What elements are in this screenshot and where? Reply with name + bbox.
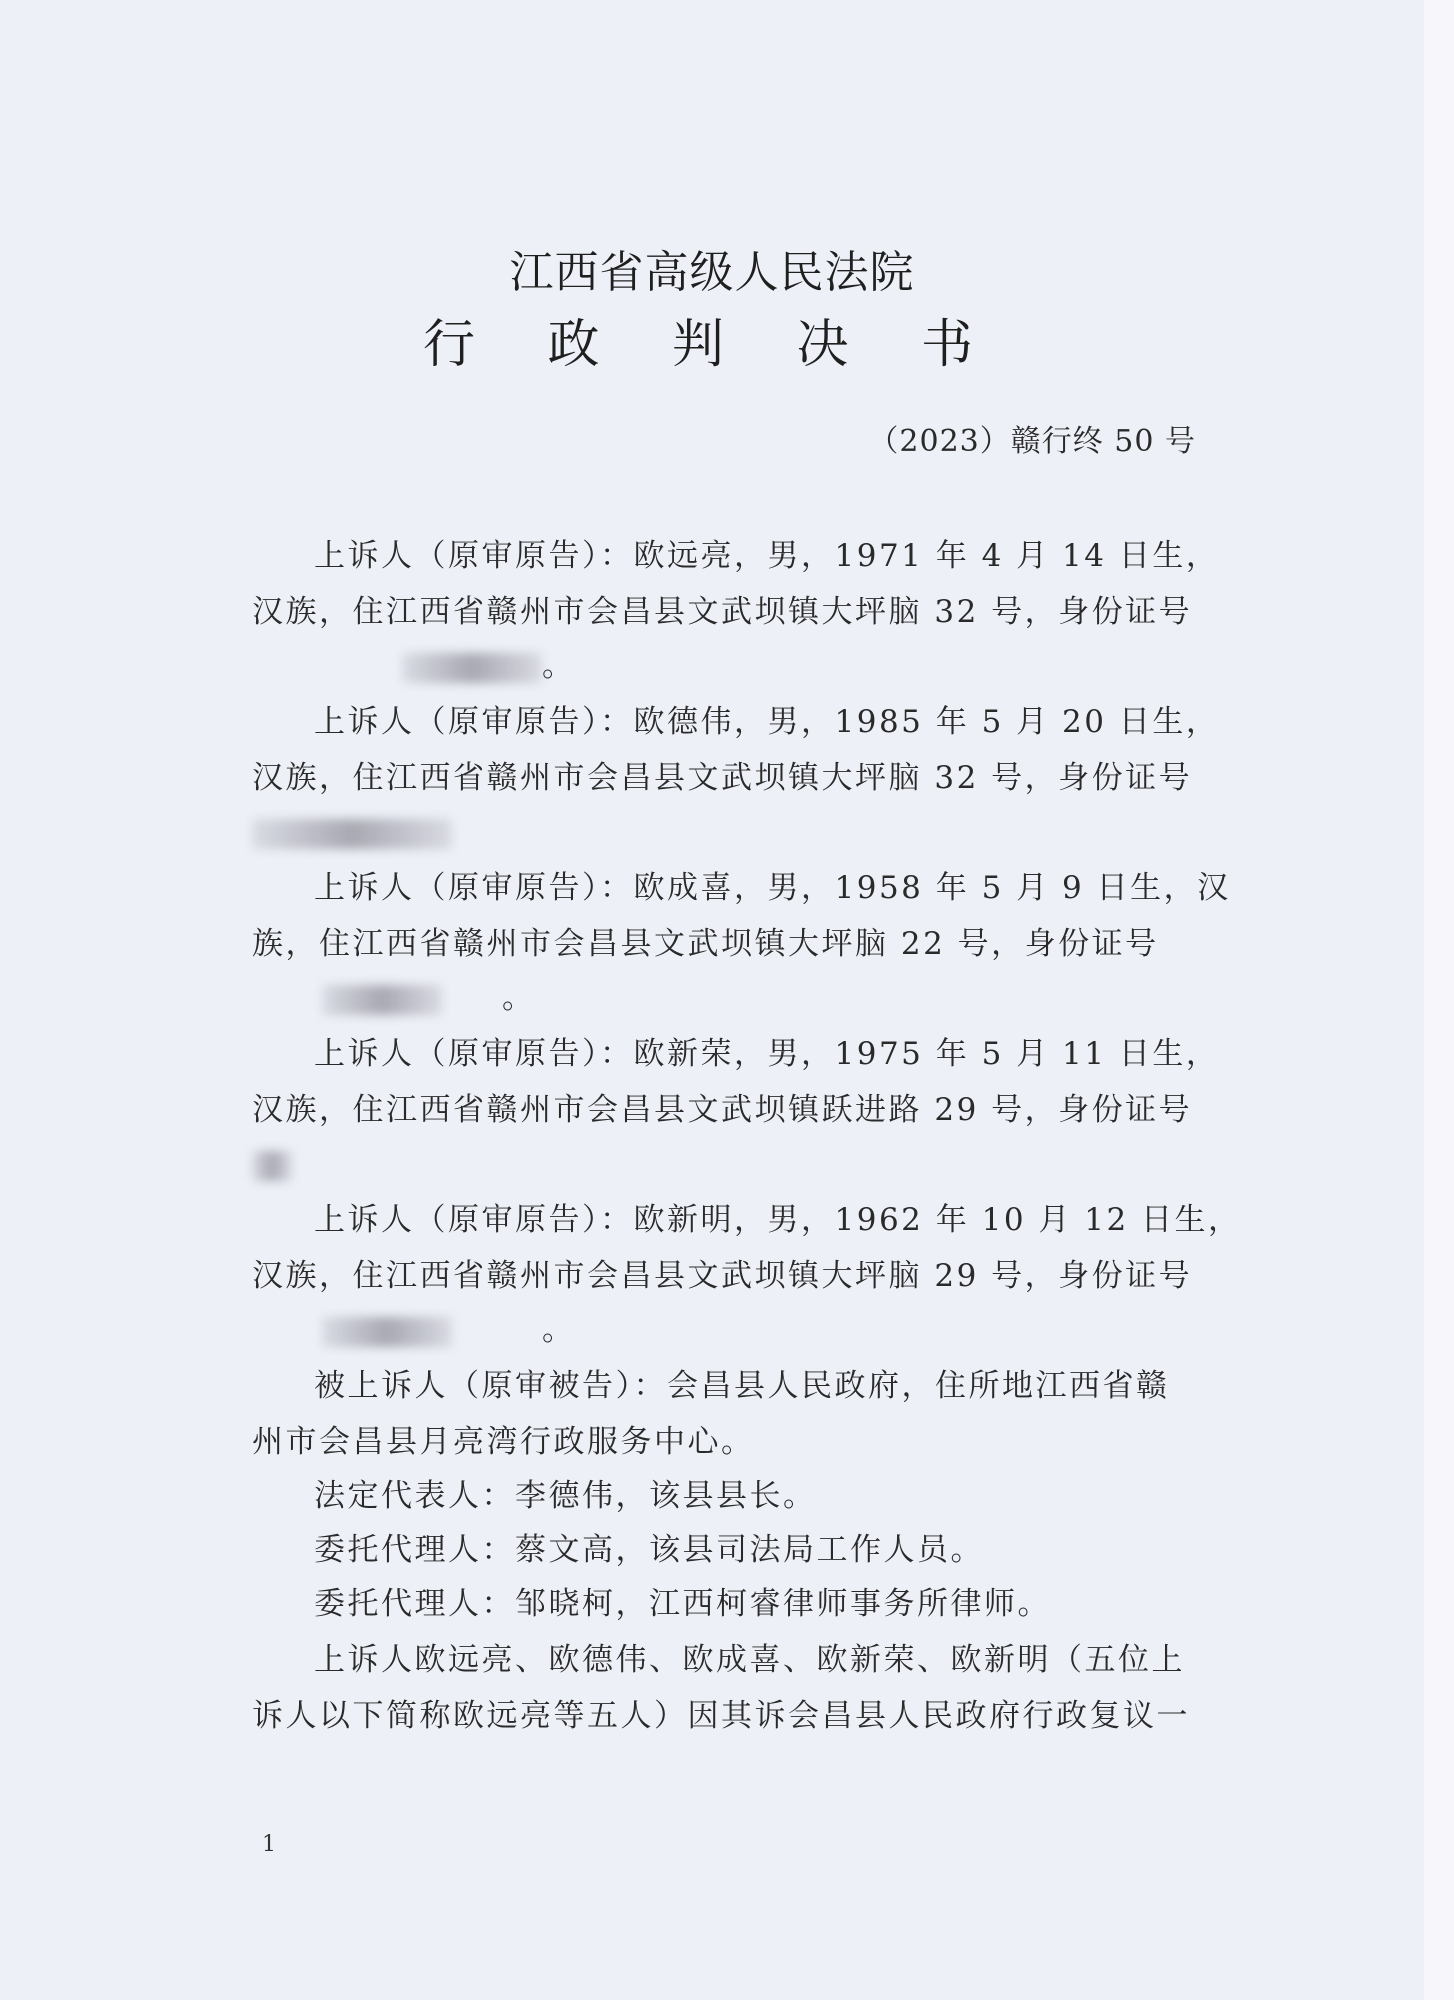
party5-line2: 汉族，住江西省赣州市会昌县文武坝镇大坪脑 29 号，身份证号 (252, 1258, 1193, 1294)
party5-line3-end: 。 (542, 1312, 576, 1348)
party5-line3 (252, 1310, 1164, 1350)
body-line1: 上诉人欧远亮、欧德伟、欧成喜、欧新荣、欧新明（五位上 (314, 1642, 1185, 1678)
party2-line2: 汉族，住江西省赣州市会昌县文武坝镇大坪脑 32 号，身份证号 (252, 760, 1193, 796)
party5-line1: 上诉人（原审原告）：欧新明，男，1962 年 10 月 12 日生， (314, 1202, 1242, 1238)
party4-line1: 上诉人（原审原告）：欧新荣，男，1975 年 5 月 11 日生， (314, 1036, 1220, 1072)
redaction-id-number (252, 1151, 292, 1181)
agent-2: 委托代理人：邹晓柯，江西柯睿律师事务所律师。 (314, 1586, 1051, 1622)
respondent-line2: 州市会昌县月亮湾行政服务中心。 (252, 1424, 755, 1460)
party3-line3 (252, 978, 1164, 1018)
party1-line3-end: 。 (542, 648, 576, 684)
court-name: 江西省高级人民法院 (509, 247, 915, 298)
body-line2: 诉人以下简称欧远亮等五人）因其诉会昌县人民政府行政复议一 (252, 1698, 1190, 1734)
party3-line3-end: 。 (502, 980, 536, 1016)
redaction-id-number (402, 653, 542, 683)
party1-line2: 汉族，住江西省赣州市会昌县文武坝镇大坪脑 32 号，身份证号 (252, 594, 1193, 630)
redaction-id-number (322, 1317, 452, 1347)
page-number: 1 (262, 1832, 276, 1857)
document-title: 行 政 判 决 书 (422, 315, 1002, 375)
party3-line1: 上诉人（原审原告）：欧成喜，男，1958 年 5 月 9 日生，汉 (314, 870, 1231, 906)
legal-representative: 法定代表人：李德伟，该县县长。 (314, 1478, 817, 1514)
party3-line2: 族，住江西省赣州市会昌县文武坝镇大坪脑 22 号，身份证号 (252, 926, 1159, 962)
scan-edge (1424, 0, 1454, 2000)
party1-line3 (252, 646, 1164, 686)
party2-line3 (252, 812, 1164, 852)
respondent-line1: 被上诉人（原审被告）：会昌县人民政府，住所地江西省赣 (314, 1368, 1170, 1404)
redaction-id-number (322, 985, 442, 1015)
case-number: （2023）赣行终 50 号 (868, 424, 1196, 459)
redaction-id-number (252, 819, 452, 849)
agent-1: 委托代理人：蔡文高，该县司法局工作人员。 (314, 1532, 984, 1568)
party4-line2: 汉族，住江西省赣州市会昌县文武坝镇跃进路 29 号，身份证号 (252, 1092, 1193, 1128)
party4-line3 (252, 1144, 1164, 1184)
party2-line1: 上诉人（原审原告）：欧德伟，男，1985 年 5 月 20 日生， (314, 704, 1220, 740)
party1-line1: 上诉人（原审原告）：欧远亮，男，1971 年 4 月 14 日生， (314, 538, 1220, 574)
